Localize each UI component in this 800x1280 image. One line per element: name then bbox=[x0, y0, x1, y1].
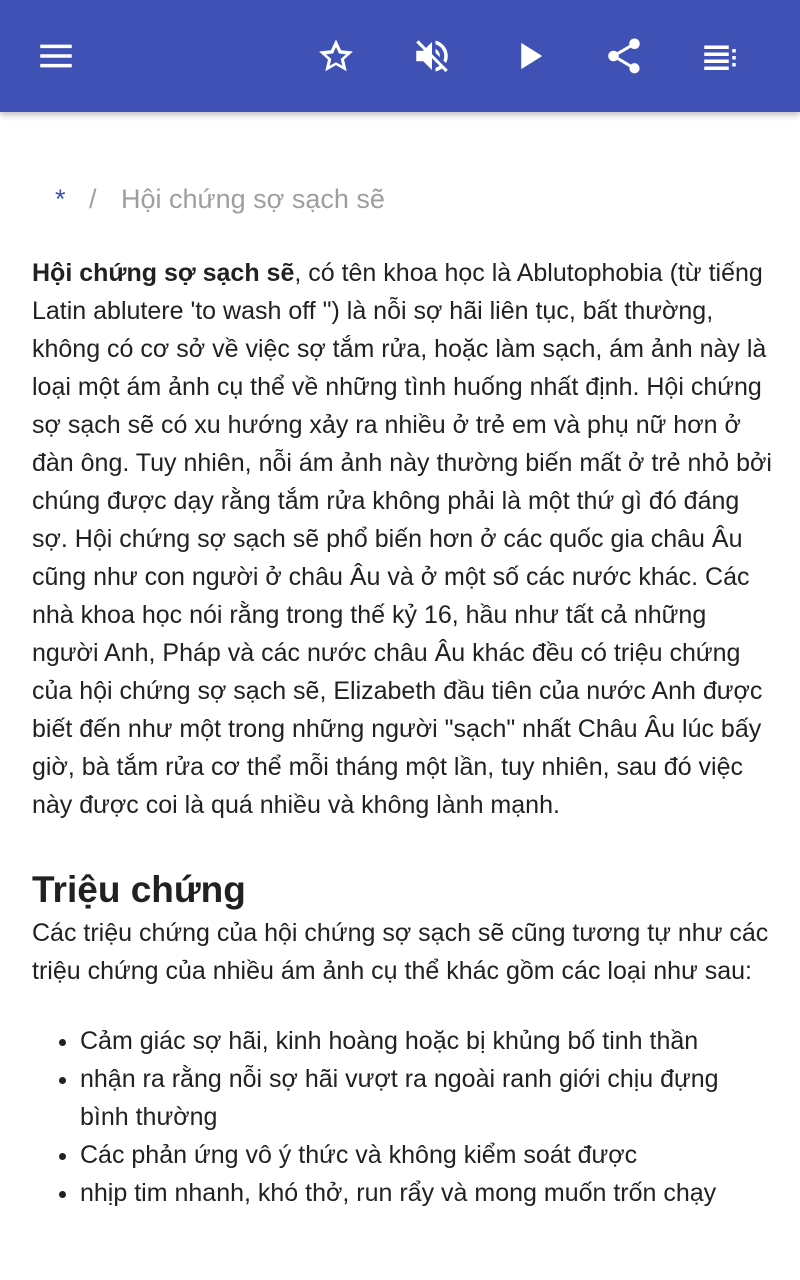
section-title: Triệu chứng bbox=[32, 869, 246, 910]
playlist-button[interactable] bbox=[692, 28, 748, 84]
play-button[interactable] bbox=[502, 28, 558, 84]
playlist-icon bbox=[699, 35, 741, 77]
app-toolbar bbox=[0, 0, 800, 112]
article-lead-bold: Hội chứng sợ sạch sẽ bbox=[32, 259, 295, 287]
article-content bbox=[32, 112, 772, 1212]
mute-button[interactable] bbox=[404, 28, 460, 84]
breadcrumb-current: Hội chứng sợ sạch sẽ bbox=[121, 183, 385, 214]
symptom-list bbox=[32, 1022, 772, 1212]
menu-button[interactable] bbox=[28, 28, 84, 84]
breadcrumb-home-link[interactable]: * bbox=[55, 183, 66, 214]
list-item: • Các phản ứng vô ý thức và không kiểm soát được bbox=[80, 1136, 772, 1174]
breadcrumb-separator: / bbox=[89, 183, 97, 214]
favorite-button[interactable] bbox=[308, 28, 364, 84]
share-icon bbox=[603, 35, 645, 77]
share-button[interactable] bbox=[596, 28, 652, 84]
star-icon bbox=[315, 35, 357, 77]
breadcrumb bbox=[32, 182, 772, 216]
play-icon bbox=[509, 35, 551, 77]
menu-icon bbox=[35, 35, 77, 77]
article-lead-text: , có tên khoa học là Ablutophobia (từ tiếng Latin ablutere 'to wash off ") là nỗi sợ hãi liên tục, bất thường, không có cơ sở về việc sợ tắm rửa, hoặc làm sạch, ám ảnh này là loại một ám ảnh cụ thể về những tình huống nhất định. Hội chứng sợ sạch sẽ có xu hướng xảy ra nhiều ở trẻ em và phụ nữ hơn ở đàn ông. Tuy nhiên, nỗi ám ảnh này thường biến mất ở trẻ nhỏ bởi chúng được dạy rằng tắm rửa không phải là một thứ gì đó đáng sợ. Hội chứng sợ sạch sẽ phổ biến hơn ở các quốc gia châu Âu cũng như con người ở châu Âu và ở một số các nước khác. Các nhà khoa học nói rằng trong thế kỷ 16, hầu như tất cả những người Anh, Pháp và các nước châu Âu khác đều có triệu chứng của hội chứng sợ sạch sẽ, Elizabeth đầu tiên của nước Anh được biết đến như một trong những người "sạch" nhất Châu Âu lúc bấy giờ, bà tắm rửa cơ thể mỗi tháng một lần, tuy nhiên, sau đó việc này được coi là quá nhiều và không lành mạnh. bbox=[32, 259, 772, 819]
list-item: • nhịp tim nhanh, khó thở, run rẩy và mong muốn trốn chạy bbox=[80, 1174, 772, 1212]
list-item: • nhận ra rằng nỗi sợ hãi vượt ra ngoài ranh giới chịu đựng bình thường bbox=[80, 1060, 772, 1136]
list-item: • Cảm giác sợ hãi, kinh hoàng hoặc bị khủng bố tinh thần bbox=[80, 1022, 772, 1060]
volume-off-icon bbox=[411, 35, 453, 77]
article-lead-paragraph bbox=[32, 254, 772, 824]
section-intro: Các triệu chứng của hội chứng sợ sạch sẽ cũng tương tự như các triệu chứng của nhiều ám ảnh cụ thể khác gồm các loại như sau: bbox=[32, 919, 769, 985]
